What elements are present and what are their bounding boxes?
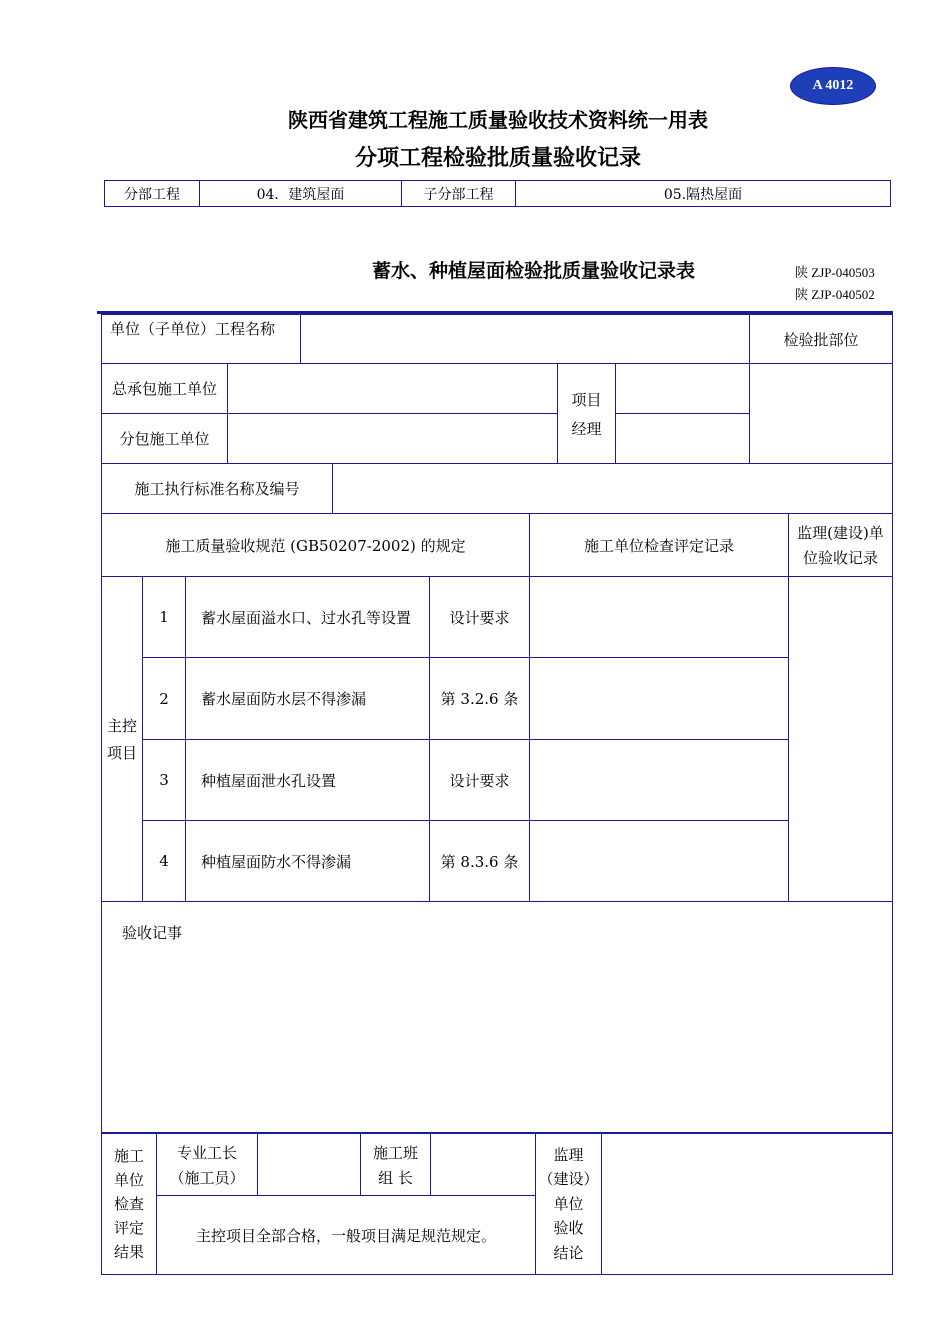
item-req: 第 8.3.6 条 (430, 821, 530, 902)
item-desc: 种植屋面防水不得渗漏 (186, 821, 430, 902)
conclusion-label-4: 验收 (553, 1219, 584, 1238)
table-row (102, 658, 893, 740)
contractor-table (101, 363, 893, 464)
standard-table (101, 463, 893, 514)
table-row (102, 821, 893, 902)
inspection-part-label: 检验批部位 (750, 315, 893, 364)
conclusion-label-2: （建设） (538, 1170, 599, 1189)
subdivision-value: 05.隔热屋面 (516, 181, 891, 207)
result-label-2: 单位 (113, 1171, 144, 1189)
item-no: 2 (143, 658, 186, 740)
contractor-check-header: 施工单位检查评定记录 (530, 514, 789, 577)
result-label-3: 检查 (113, 1195, 144, 1213)
table-row (102, 577, 893, 658)
division-label: 分部工程 (105, 181, 200, 207)
item-no: 3 (143, 740, 186, 821)
team-leader-label-1: 施工班 (372, 1143, 418, 1162)
contractor-result-label (102, 1134, 157, 1275)
division-table (104, 180, 891, 207)
general-contractor-label: 总承包施工单位 (102, 364, 228, 414)
document-title: 陕西省建筑工程施工质量验收技术资料统一用表 (288, 108, 708, 132)
main-items-label-1: 主控 (106, 717, 137, 735)
inspection-part-value[interactable] (750, 364, 893, 464)
team-leader-value[interactable] (431, 1134, 536, 1196)
form-code-badge: A 4012 (790, 67, 876, 105)
conclusion-label-1: 监理 (553, 1145, 584, 1164)
item-no: 4 (143, 821, 186, 902)
team-leader-label-2: 组 长 (378, 1168, 413, 1187)
main-items-label (102, 577, 143, 902)
items-table (101, 513, 893, 1133)
acceptance-notes[interactable] (102, 902, 893, 1133)
conclusion-label-5: 结论 (553, 1243, 584, 1262)
supervisor-record-value[interactable] (789, 577, 893, 902)
project-name-label: 单位（子单位）工程名称 (102, 315, 301, 364)
form-title: 蓄水、种植屋面检验批质量验收记录表 (372, 260, 696, 282)
supervisor-conclusion-label (536, 1134, 602, 1275)
result-table (101, 1133, 893, 1275)
sub-contractor-label: 分包施工单位 (102, 414, 228, 464)
item-req: 设计要求 (430, 577, 530, 658)
project-name-value[interactable] (301, 315, 750, 364)
team-leader-label (361, 1134, 431, 1196)
contractor-result-text: 主控项目全部合格，一般项目满足规范规定。 (157, 1196, 536, 1275)
info-table (101, 314, 893, 364)
document-subtitle: 分项工程检验批质量验收记录 (354, 146, 641, 171)
project-manager-label-2: 经理 (571, 419, 602, 438)
result-label-1: 施工 (113, 1147, 144, 1165)
item-contractor-record[interactable] (530, 577, 789, 658)
form-code-2: 陕 ZJP-040502 (795, 287, 875, 302)
foreman-label-1: 专业工长 (176, 1143, 237, 1162)
item-req: 设计要求 (430, 740, 530, 821)
item-desc: 蓄水屋面防水层不得渗漏 (186, 658, 430, 740)
main-items-label-2: 项目 (106, 744, 137, 762)
item-desc: 种植屋面泄水孔设置 (186, 740, 430, 821)
project-manager-label-1: 项目 (571, 390, 602, 409)
foreman-value[interactable] (258, 1134, 361, 1196)
supervisor-header-2: 位验收记录 (803, 549, 879, 567)
notes-label: 验收记事 (122, 924, 183, 942)
table-row (102, 740, 893, 821)
item-contractor-record[interactable] (530, 740, 789, 821)
project-manager-label (558, 364, 616, 464)
division-value: 04．建筑屋面 (200, 181, 402, 207)
item-contractor-record[interactable] (530, 821, 789, 902)
result-label-4: 评定 (113, 1219, 144, 1237)
foreman-label-2: （施工员） (169, 1168, 245, 1187)
item-no: 1 (143, 577, 186, 658)
sub-contractor-value[interactable] (228, 414, 558, 464)
conclusion-label-3: 单位 (553, 1194, 584, 1213)
standard-label: 施工执行标准名称及编号 (102, 464, 333, 514)
general-contractor-value[interactable] (228, 364, 558, 414)
form-code-1: 陕 ZJP-040503 (795, 265, 875, 280)
project-manager-value-1[interactable] (616, 364, 750, 414)
supervisor-conclusion-value[interactable] (602, 1134, 893, 1275)
item-contractor-record[interactable] (530, 658, 789, 740)
standard-value[interactable] (333, 464, 893, 514)
supervisor-record-header (789, 514, 893, 577)
project-manager-value-2[interactable] (616, 414, 750, 464)
item-desc: 蓄水屋面溢水口、过水孔等设置 (186, 577, 430, 658)
result-label-5: 结果 (113, 1243, 144, 1261)
item-req: 第 3.2.6 条 (430, 658, 530, 740)
spec-header: 施工质量验收规范 (GB50207-2002) 的规定 (102, 514, 530, 577)
subdivision-label: 子分部工程 (402, 181, 516, 207)
foreman-label (157, 1134, 258, 1196)
supervisor-header-1: 监理(建设)单 (797, 524, 884, 542)
